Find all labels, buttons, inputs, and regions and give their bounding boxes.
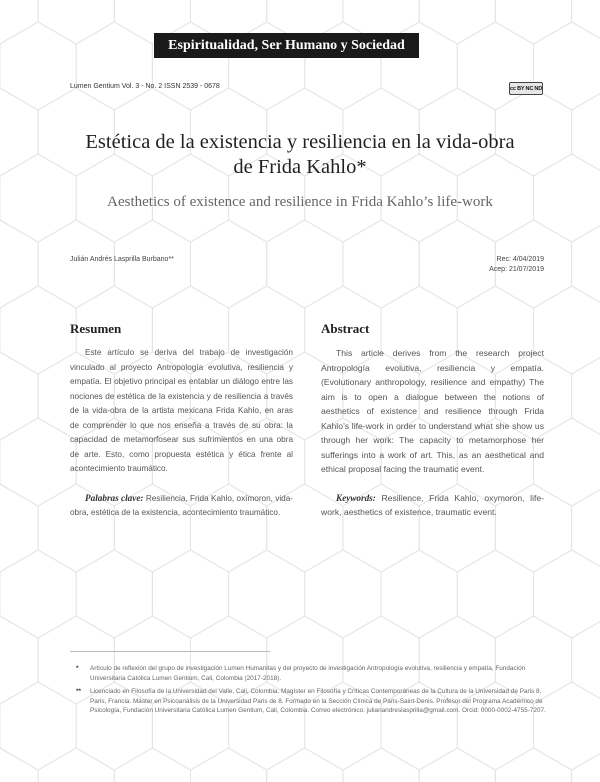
journal-section-banner: Espiritualidad, Ser Humano y Sociedad [154,33,419,58]
keywords-text: Resilience, Frida Kahlo, oxymoron, life-work, aesthetics of existence, traumatic event. [321,492,545,517]
footnote-divider [70,651,270,652]
author-name: Julián Andrés Lasprilla Burbano** [70,256,174,263]
abstract-heading: Abstract [321,321,370,336]
palabras-clave-label: Palabras clave: [85,492,144,503]
journal-volume-issn: Lumen Gentium Vol. 3 - No. 2 ISSN 2539 - 0678 [70,83,220,90]
abstract-body: This article derives from the research project Antropología evolutiva, resiliencia y empatía. (Evolutionary anthropology, resilience and empathy) The aim is to open a dialogue between the notions of aesthetics of existence and resilience through Frida Kahlo’s life-work in order to understand what she show us through her work: The capacity to metamorphose her sufferings into a work of art. This, as an aesthetical and ethical proposal facing the traumatic event. [321,348,544,474]
footnote-1-mark: * [76,665,79,672]
received-date: Rec: 4/04/2019 [496,256,544,263]
submission-dates [440,255,544,275]
keywords-label: Keywords: [336,492,376,503]
resumen-heading: Resumen [70,321,122,336]
article-title: Estética de la existencia y resiliencia en la vida-obra de Frida Kahlo* [85,131,515,178]
creative-commons-license-icon[interactable]: cc BY NC ND [509,82,543,95]
footnote-1-text: Artículo de reflexión del grupo de investigación Lumen Humanitas y del proyecto de investigación Antropología evolutiva, resiliencia y empatía, Fundación Universitaria Católica Lumen Gentium, Cali, Colombia (2017-2018). [90,665,526,682]
article-subtitle-english: Aesthetics of existence and resilience in Frida Kahlo’s life-work [107,194,493,210]
resumen-column [70,346,293,521]
resumen-keywords [70,491,293,521]
footnote-2 [70,687,546,716]
footnote-2-text: Licenciado en Filosofía de la Universidad del Valle, Cali, Colombia. Magíster en Filosofía y Críticas Contemporáneas de la Cultura de la Universidad de Paris 8, Paris, Francia. Máster en Psicoanálisis de la Universidad Paris de 8. Formado en la Sección Clínica de Paris-Saint-Denis. Profesor del Programa Académico de Psicología, Fundación Universitaria Católica Lumen Gentium, Cali, Colombia. Correo electrónico: julianandreslasprilla@gmail.com. Orcid: 0000-0002-4755-7207. [90,688,546,715]
footnote-1 [70,664,546,683]
abstract-column [321,346,544,520]
footnote-2-mark: ** [76,688,81,695]
palabras-clave-text: Resiliencia, Frida Kahlo, oxímoron, vida-obra, estética de la existencia, acontecimiento traumático. [70,493,293,517]
abstract-keywords [321,491,544,520]
resumen-body: Este artículo se deriva del trabajo de investigación vinculado al proyecto Antropología evolutiva, resiliencia y empatía. El objetivo principal es entablar un diálogo entre las nociones de estética de la existencia y de resiliencia a través de la vida-obra de la artista mexicana Frida Kahlo, en aras de comprender lo que nos enseña a través de su obra: la capacidad de metamorfosear sus sufrimientos en una obra de arte. Esto, como propuesta estética y ética frente al acontecimiento traumático. [70,348,293,473]
accepted-date: Acep: 21/07/2019 [489,266,544,273]
